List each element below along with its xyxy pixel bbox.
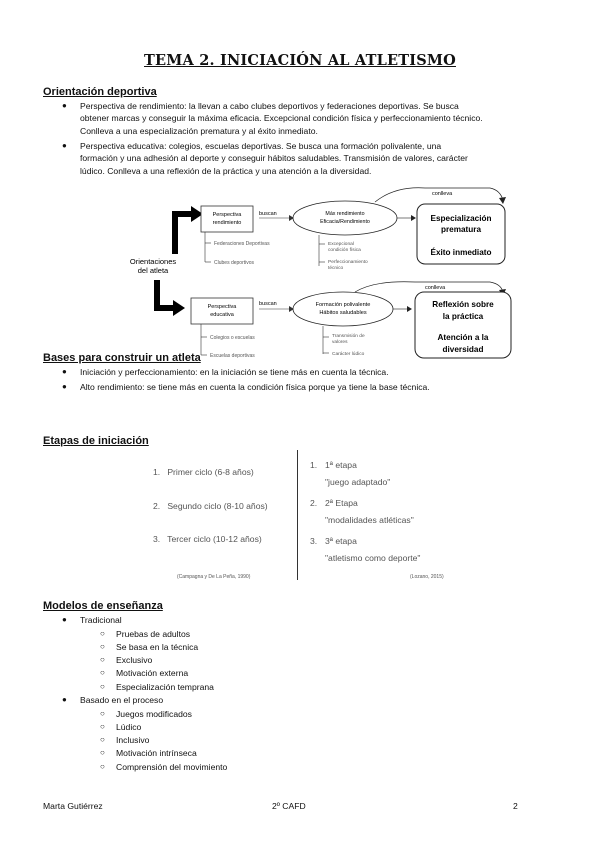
bullet-line: lúdico. Conlleva a una reflexión de la práctica y una atención a la diversidad. xyxy=(80,165,372,176)
rend-item: Federaciones Deportivas xyxy=(214,241,270,247)
orientaciones-label: del atleta xyxy=(137,266,169,275)
rend-item: Clubes deportivos xyxy=(214,260,255,266)
sub-item-text: Lúdico xyxy=(116,722,142,732)
etapas-divider xyxy=(297,450,298,580)
rend-detail: técnico xyxy=(328,266,344,271)
section-heading-modelos: Modelos de enseñanza xyxy=(43,600,163,612)
section-heading-bases: Bases para construir un atleta xyxy=(43,352,201,364)
educativa-ellipse xyxy=(293,292,393,326)
sub-item-text: Motivación intrínseca xyxy=(116,748,197,758)
result-text: prematura xyxy=(440,225,482,234)
edu-detail: Carácter lúdico xyxy=(332,352,365,357)
bullet-icon: ● xyxy=(62,695,67,704)
footer-course: 2º CAFD xyxy=(272,801,306,811)
educativa-box xyxy=(191,298,253,324)
circle-bullet-icon: ○ xyxy=(100,748,105,757)
rend-detail: condición física xyxy=(328,248,361,253)
ellipse-text: Eficacia/Rendimiento xyxy=(320,219,370,225)
bullet-text: Alto rendimiento: se tiene más en cuenta la condición física porque ya tiene la base técnica. xyxy=(80,382,430,392)
busca-label: buscan xyxy=(259,301,277,307)
bullet-educativa xyxy=(62,140,558,177)
box-text: Perspectiva xyxy=(212,212,242,218)
bullet-icon: ● xyxy=(62,367,67,376)
footer-author: Marta Gutiérrez xyxy=(43,801,103,811)
circle-bullet-icon: ○ xyxy=(100,682,105,691)
citation-left: (Campagna y De La Peña, 1990) xyxy=(177,574,251,580)
rendimiento-box xyxy=(201,206,253,232)
bullet-proceso xyxy=(62,694,362,706)
bullet-line: Conlleva a una especialización prematura y al éxito inmediato. xyxy=(80,125,318,136)
sub-item-text: Se basa en la técnica xyxy=(116,642,199,652)
circle-bullet-icon: ○ xyxy=(100,655,105,664)
edu-detail: valores xyxy=(332,340,348,345)
bullet-text: Basado en el proceso xyxy=(80,695,164,705)
sub-item-text: Comprensión del movimiento xyxy=(116,762,228,772)
edu-item: Escuelas deportivas xyxy=(210,353,255,359)
result-text: Especialización xyxy=(430,214,492,223)
box-text: rendimiento xyxy=(212,220,242,226)
etapa-number: 2. xyxy=(310,498,318,508)
section-heading-etapas: Etapas de iniciación xyxy=(43,435,149,447)
box-text: Perspectiva xyxy=(207,304,237,310)
ellipse-text: Máx rendimiento xyxy=(325,211,365,217)
etapa-number: 3. xyxy=(310,536,318,546)
etapa-title: 1ª etapa xyxy=(325,460,357,470)
bullet-tradicional xyxy=(62,614,362,626)
sub-item-text: Pruebas de adultos xyxy=(116,629,191,639)
bullet-rendimiento xyxy=(62,100,558,137)
thick-arrow-down xyxy=(157,280,175,308)
section-heading-orientacion: Orientación deportiva xyxy=(43,86,157,98)
sub-item-text: Inclusivo xyxy=(116,735,150,745)
arrowhead xyxy=(173,300,185,316)
conlleva-label: conlleva xyxy=(425,285,446,291)
circle-bullet-icon: ○ xyxy=(100,642,105,651)
sub-item-text: Exclusivo xyxy=(116,655,153,665)
arrowhead xyxy=(499,197,506,204)
sub-item-text: Motivación externa xyxy=(116,668,189,678)
arrowhead xyxy=(407,306,412,312)
result-text: diversidad xyxy=(442,345,484,354)
bullet-icon: ● xyxy=(62,141,67,150)
result-text: Éxito inmediato xyxy=(430,248,492,257)
page-title: TEMA 2. INICIACIÓN AL ATLETISMO xyxy=(144,52,456,69)
bullet-line: formación y una adhesión al deporte y conseguir hábitos saludables. Transmisión de valores, carácter xyxy=(80,153,468,164)
rendimiento-ellipse xyxy=(293,201,397,235)
bullet-icon: ● xyxy=(62,382,67,391)
ellipse-text: Formación polivalente xyxy=(315,302,371,308)
citation-right: (Lozano, 2015) xyxy=(410,574,444,580)
thick-arrow-up xyxy=(175,214,193,254)
bullet-iniciacion xyxy=(62,366,562,378)
bullet-text: Iniciación y perfeccionamiento: en la iniciación se tiene más en cuenta la técnica. xyxy=(80,367,389,377)
rend-detail: Perfeccionamiento xyxy=(328,260,368,265)
circle-bullet-icon: ○ xyxy=(100,709,105,718)
result-text: la práctica xyxy=(442,312,484,321)
etapa-title: 2ª Etapa xyxy=(325,498,358,508)
bullet-line: Perspectiva educativa: colegios, escuelas deportivas. Se busca una formación polivalente, una xyxy=(80,141,442,151)
ciclo-item: 2. Segundo ciclo (8-10 años) xyxy=(153,501,268,511)
busca-label: buscan xyxy=(259,211,277,217)
sub-item-text: Juegos modificados xyxy=(116,709,192,719)
bullet-line: obtener marcas y conseguir la máxima eficacia. Excepcional condición física y perfeccionamiento técnico. xyxy=(80,113,483,124)
bullet-alto-rendimiento xyxy=(62,381,562,393)
conlleva-label: conlleva xyxy=(432,191,453,197)
circle-bullet-icon: ○ xyxy=(100,722,105,731)
ciclo-item: 3. Tercer ciclo (10-12 años) xyxy=(153,534,262,544)
etapas-figure xyxy=(135,450,465,585)
result-text: Reflexión sobre xyxy=(432,300,494,309)
ellipse-text: Hábitos saludables xyxy=(319,310,367,316)
orientaciones-label: Orientaciones xyxy=(129,257,177,266)
circle-bullet-icon: ○ xyxy=(100,735,105,744)
orientation-diagram xyxy=(125,182,520,360)
edu-item: Colegios o escuelas xyxy=(210,335,255,341)
bullet-icon: ● xyxy=(62,101,67,110)
etapa-number: 1. xyxy=(310,460,318,470)
etapa-desc: "atletismo como deporte" xyxy=(325,553,421,563)
box-text: educativa xyxy=(210,312,234,318)
rend-detail: Excepcional xyxy=(328,242,354,247)
circle-bullet-icon: ○ xyxy=(100,762,105,771)
etapa-desc: "modalidades atléticas" xyxy=(325,515,414,525)
bullet-icon: ● xyxy=(62,615,67,624)
circle-bullet-icon: ○ xyxy=(100,629,105,638)
ciclo-item: 1. Primer ciclo (6-8 años) xyxy=(153,467,254,477)
edu-detail: Transmisión de xyxy=(332,334,365,339)
result-text: Atención a la xyxy=(437,333,489,342)
etapa-desc: "juego adaptado" xyxy=(325,477,391,487)
etapa-title: 3ª etapa xyxy=(325,536,357,546)
circle-bullet-icon: ○ xyxy=(100,668,105,677)
bullet-text: Tradicional xyxy=(80,615,122,625)
arrowhead xyxy=(411,215,416,221)
footer-page-number: 2 xyxy=(513,801,518,811)
bullet-line: Perspectiva de rendimiento: la llevan a cabo clubes deportivos y federaciones deportivas. Se busca xyxy=(80,101,459,111)
sub-item-text: Especialización temprana xyxy=(116,682,214,692)
